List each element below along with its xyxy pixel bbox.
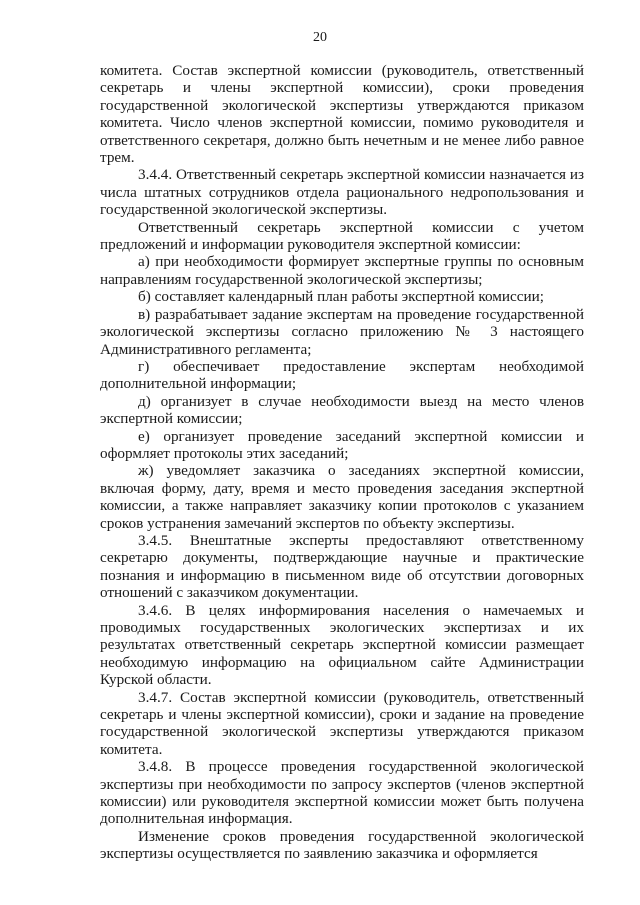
list-item: б) составляет календарный план работы экспертной комиссии;	[138, 288, 544, 306]
list-item: в) разрабатывает задание экспертам на проведение государственной экологической экспертизы согласно приложению № 3 настоящего Административного регламента;	[100, 305, 584, 358]
paragraph: 3.4.6. В целях информирования населения о намечаемых и проводимых государственных экологических экспертизах и их результатах ответственный секретарь экспертной комиссии размещает необходимую информацию на официальном сайте Администрации Курской области.	[100, 601, 584, 689]
document-body	[100, 62, 584, 863]
paragraph: Изменение сроков проведения государственной экологической экспертизы осуществляется по заявлению заказчика и оформляется	[100, 827, 584, 863]
list-item: д) организует в случае необходимости выезд на место членов экспертной комиссии;	[100, 392, 584, 428]
list-item: е) организует проведение заседаний экспертной комиссии и оформляет протоколы этих заседаний;	[100, 427, 584, 462]
list-item: г) обеспечивает предоставление экспертам необходимой дополнительной информации;	[100, 357, 584, 393]
paragraph: 3.4.4. Ответственный секретарь экспертной комиссии назначается из числа штатных сотрудников отдела рационального недропользования и государственной экологической экспертизы.	[100, 166, 584, 219]
paragraph: 3.4.5. Внештатные эксперты предоставляют ответственному секретарю документы, подтверждающие научные и практические познания и информацию в письменном виде об отсутствии договорных отношений с заказчиком документации.	[100, 531, 584, 602]
paragraph: 3.4.8. В процессе проведения государственной экологической экспертизы при необходимости по запросу экспертов (членов экспертной комиссии) или руководителя экспертной комиссии может быть получена дополнительная информация.	[100, 758, 584, 828]
page-number: 20	[313, 30, 327, 45]
list-item: а) при необходимости формирует экспертные группы по основным направлениям государственной экологической экспертизы;	[100, 253, 584, 288]
list-item: ж) уведомляет заказчика о заседаниях экспертной комиссии, включая форму, дату, время и место проведения заседания экспертной комиссии, а также направляет заказчику копии протоколов с указанием сроков устранения замечаний экспертов по объекту экспертизы.	[100, 462, 584, 532]
paragraph: Ответственный секретарь экспертной комиссии с учетом предложений и информации руководителя экспертной комиссии:	[100, 218, 584, 254]
paragraph: комитета. Состав экспертной комиссии (руководитель, ответственный секретарь и члены экспертной комиссии), сроки проведения государственной экологической экспертизы утверждаются приказом комитета. Число членов экспертной комиссии, помимо руководителя и ответственного секретаря, должно быть нечетным и не менее либо равное трем.	[100, 62, 584, 167]
paragraph: 3.4.7. Состав экспертной комиссии (руководитель, ответственный секретарь и члены экспертной комиссии), сроки и задание на проведение государственной экологической экспертизы утверждаются приказом комитета.	[100, 688, 584, 758]
